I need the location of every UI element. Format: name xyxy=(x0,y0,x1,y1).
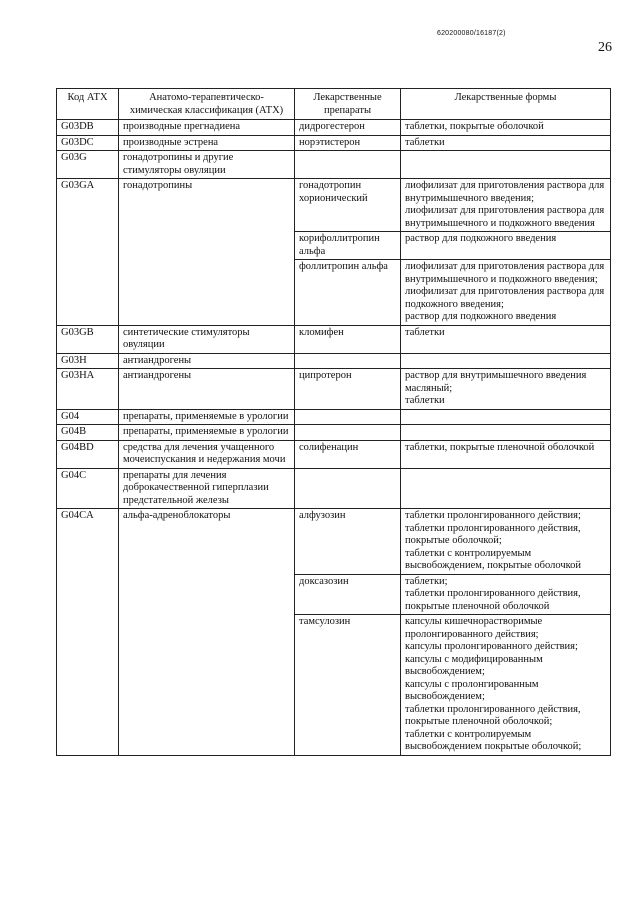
dosage-forms: таблетки xyxy=(401,135,611,151)
table-row xyxy=(57,179,611,232)
dosage-forms: таблетки пролонгированного действия; таблетки пролонгированного действия, покрытые оболочкой; таблетки с контролируемым высвобождением, покрытые оболочкой xyxy=(401,509,611,575)
header-atc-code: Код АТХ xyxy=(57,89,119,120)
atc-classification: средства для лечения учащенного мочеиспускания и недержания мочи xyxy=(119,440,295,468)
atc-code: G04C xyxy=(57,468,119,509)
drug-name: ципротерон xyxy=(295,369,401,410)
atc-classification: антиандрогены xyxy=(119,353,295,369)
atc-code: G03HA xyxy=(57,369,119,410)
drug-name: тамсулозин xyxy=(295,615,401,756)
drug-classification-table xyxy=(56,88,611,756)
drug-name xyxy=(295,151,401,179)
atc-classification: альфа-адреноблокаторы xyxy=(119,509,295,756)
atc-code: G04 xyxy=(57,409,119,425)
table-row xyxy=(57,468,611,509)
atc-classification: гонадотропины xyxy=(119,179,295,326)
dosage-forms: таблетки, покрытые пленочной оболочкой xyxy=(401,440,611,468)
header-drugs: Лекарственные препараты xyxy=(295,89,401,120)
drug-name xyxy=(295,425,401,441)
dosage-forms xyxy=(401,425,611,441)
atc-classification: производные эстрена xyxy=(119,135,295,151)
atc-classification: препараты, применяемые в урологии xyxy=(119,425,295,441)
drug-name: кломифен xyxy=(295,325,401,353)
drug-name: гонадотропин хорионический xyxy=(295,179,401,232)
table-row xyxy=(57,120,611,136)
atc-code: G04CA xyxy=(57,509,119,756)
table-row xyxy=(57,325,611,353)
drug-name: доксазозин xyxy=(295,574,401,615)
drug-name: корифоллитропин альфа xyxy=(295,232,401,260)
table-row xyxy=(57,425,611,441)
table-row xyxy=(57,353,611,369)
atc-classification: синтетические стимуляторы овуляции xyxy=(119,325,295,353)
dosage-forms: таблетки xyxy=(401,325,611,353)
atc-code: G03H xyxy=(57,353,119,369)
dosage-forms: таблетки, покрытые оболочкой xyxy=(401,120,611,136)
table-row xyxy=(57,440,611,468)
table-row xyxy=(57,409,611,425)
drug-name: фоллитропин альфа xyxy=(295,260,401,326)
dosage-forms: раствор для внутримышечного введения масляный; таблетки xyxy=(401,369,611,410)
atc-code: G03GA xyxy=(57,179,119,326)
document-id: 620200080/16187(2) xyxy=(437,30,506,37)
dosage-forms: таблетки; таблетки пролонгированного действия, покрытые пленочной оболочкой xyxy=(401,574,611,615)
dosage-forms xyxy=(401,468,611,509)
table-row xyxy=(57,151,611,179)
drug-name: солифенацин xyxy=(295,440,401,468)
drug-name: алфузозин xyxy=(295,509,401,575)
dosage-forms: капсулы кишечнорастворимые пролонгированного действия; капсулы пролонгированного действия; капсулы с модифицированным высвобождением; капсулы с пролонгированным высвобождением; таблетки пролонгированного действия, покрытые пленочной оболочкой; таблетки с контролируемым высвобождением покрытые оболочкой; xyxy=(401,615,611,756)
dosage-forms xyxy=(401,353,611,369)
header-dosage-forms: Лекарственные формы xyxy=(401,89,611,120)
dosage-forms: лиофилизат для приготовления раствора для внутримышечного и подкожного введения; лиофилизат для приготовления раствора для подкожного введения; раствор для подкожного введения xyxy=(401,260,611,326)
atc-classification: производные прегнадиена xyxy=(119,120,295,136)
atc-code: G04BD xyxy=(57,440,119,468)
atc-classification: гонадотропины и другие стимуляторы овуляции xyxy=(119,151,295,179)
atc-code: G03GB xyxy=(57,325,119,353)
table-row xyxy=(57,509,611,575)
table-header-row xyxy=(57,89,611,120)
atc-code: G03DC xyxy=(57,135,119,151)
atc-code: G03G xyxy=(57,151,119,179)
table-row xyxy=(57,135,611,151)
atc-code: G04B xyxy=(57,425,119,441)
atc-classification: антиандрогены xyxy=(119,369,295,410)
table-row xyxy=(57,369,611,410)
atc-code: G03DB xyxy=(57,120,119,136)
drug-name xyxy=(295,353,401,369)
dosage-forms: раствор для подкожного введения xyxy=(401,232,611,260)
dosage-forms xyxy=(401,409,611,425)
atc-classification: препараты, применяемые в урологии xyxy=(119,409,295,425)
atc-classification: препараты для лечения доброкачественной гиперплазии предстательной железы xyxy=(119,468,295,509)
dosage-forms xyxy=(401,151,611,179)
drug-name xyxy=(295,468,401,509)
drug-name: дидрогестерон xyxy=(295,120,401,136)
drug-name: норэтистерон xyxy=(295,135,401,151)
header-atc-classification: Анатомо-терапевтическо-химическая классификация (АТХ) xyxy=(119,89,295,120)
drug-name xyxy=(295,409,401,425)
page-number: 26 xyxy=(598,40,612,55)
dosage-forms: лиофилизат для приготовления раствора для внутримышечного введения; лиофилизат для приготовления раствора для внутримышечного и подкожного введения xyxy=(401,179,611,232)
